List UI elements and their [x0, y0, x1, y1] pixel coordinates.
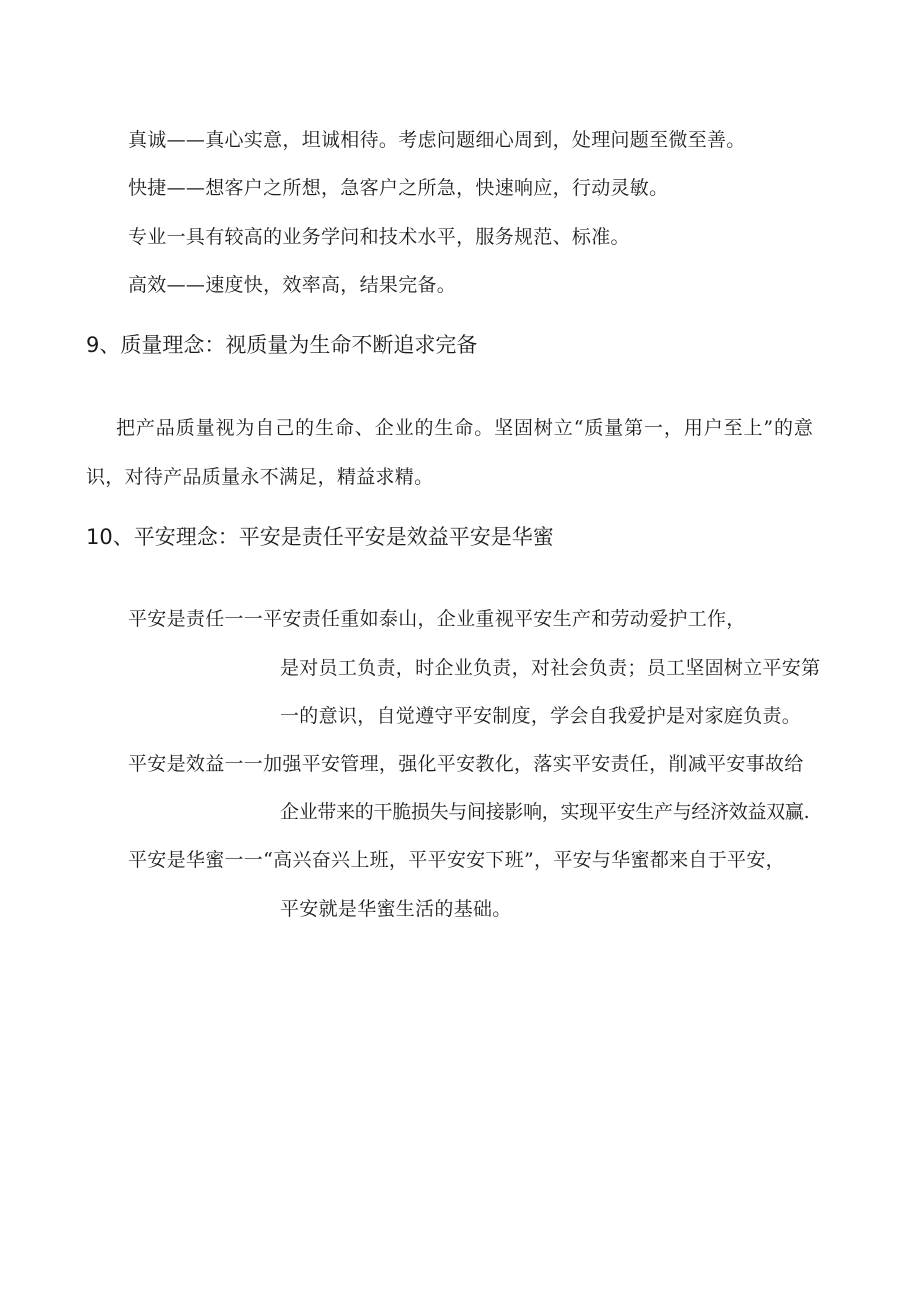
section9-heading: 9、质量理念：视质量为生命不断追求完备: [86, 333, 478, 357]
section9-paragraph-line1: 把产品质量视为自己的生命、企业的生命。坚固树立“质量第一，用户至上”的意: [116, 417, 814, 439]
service-value-efficiency: 高效——速度快，效率高，结果完备。: [128, 274, 457, 296]
service-value-professional: 专业一具有较高的业务学问和技术水平，服务规范、标准。: [128, 226, 630, 248]
service-value-sincerity: 真诚——真心实意，坦诚相待。考虑问题细心周到，处理问题至微至善。: [128, 129, 746, 151]
safety-happiness-lead: 平安是华蜜一一“高兴奋兴上班，平平安安下班”，平安与华蜜都来自于平安，: [128, 849, 785, 871]
safety-responsibility-lead: 平安是责任一一平安责任重如泰山，企业重视平安生产和劳动爱护工作，: [128, 608, 746, 630]
safety-happiness-cont-1: 平安就是华蜜生活的基础。: [280, 898, 512, 920]
safety-responsibility-cont-2: 一的意识，自觉遵守平安制度，学会自我爱护是对家庭负责。: [280, 705, 802, 727]
safety-benefit-cont-1: 企业带来的干脆损失与间接影响，实现平安生产与经济效益双赢.: [280, 801, 810, 823]
safety-responsibility-cont-1: 是对员工负责，时企业负责，对社会负责；员工坚固树立平安第: [280, 657, 821, 679]
section9-paragraph-line2: 识，对待产品质量永不满足，精益求精。: [86, 466, 434, 488]
section10-heading: 10、平安理念：平安是责任平安是效益平安是华蜜: [86, 525, 554, 549]
safety-benefit-lead: 平安是效益一一加强平安管理，强化平安教化，落实平安责任，削减平安事故给: [128, 753, 804, 775]
service-value-speed: 快捷——想客户之所想，急客户之所急，快速响应，行动灵敏。: [128, 177, 669, 199]
